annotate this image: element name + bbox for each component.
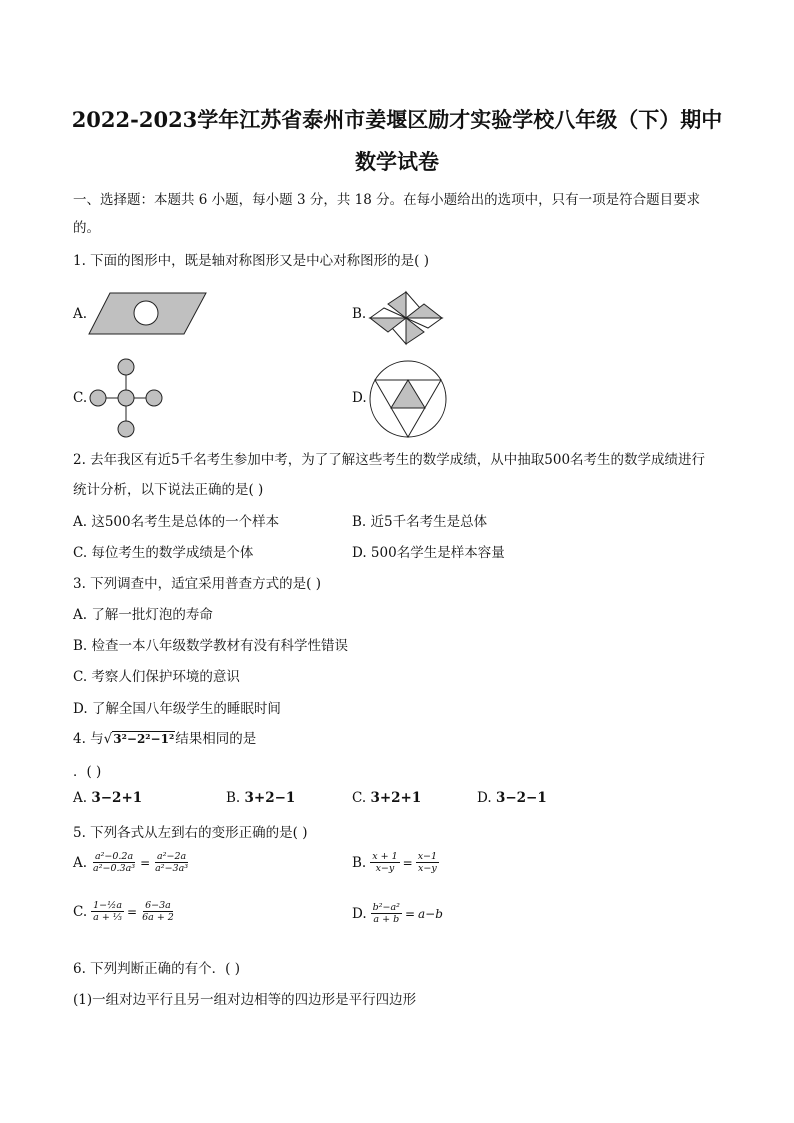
q4-stem-prefix: 4. 与 [73, 731, 104, 747]
q5-option-d [352, 902, 443, 925]
q5-stem: 5. 下列各式从左到右的变形正确的是( ) [73, 825, 308, 841]
q5-a-right-fraction [153, 851, 190, 874]
q6-item1: (1)一组对边平行且另一组对边相等的四边形是平行四边形 [73, 992, 417, 1008]
q5-c-equals: = [127, 904, 138, 919]
q4-option-c [352, 790, 421, 806]
q5-option-c-label: C. [73, 903, 88, 920]
q3-option-a: A. 了解一批灯泡的寿命 [73, 607, 213, 623]
q5-a-num2: a²−2a [157, 851, 187, 862]
q4-stem-suffix: 结果相同的是 [175, 731, 257, 747]
q5-d-den1: a + b [373, 914, 400, 925]
q2-option-d: D. 500名学生是样本容量 [352, 545, 505, 561]
q2-option-b: B. 近5千名考生是总体 [352, 514, 488, 530]
q5-b-den1: x−y [375, 863, 395, 874]
section-header-line2: 的。 [73, 220, 100, 236]
q3-stem: 3. 下列调查中，适宜采用普查方式的是( ) [73, 576, 321, 592]
q5-c-num2: 6−3a [145, 900, 171, 911]
section-header-line1: 一、选择题：本题共 6 小题，每小题 3 分，共 18 分。在每小题给出的选项中，只有一项是符合题目要求 [73, 192, 701, 208]
q4-option-a-expr: 3−2+1 [91, 790, 143, 806]
q1-stem: 1. 下面的图形中，既是轴对称图形又是中心对称图形的是( ) [73, 253, 429, 269]
q1-figure-d [368, 359, 448, 439]
q4-option-d-expr: 3−2−1 [495, 790, 547, 806]
q5-b-den2: x−y [418, 863, 437, 874]
q2-option-a: A. 这500名考生是总体的一个样本 [73, 514, 280, 530]
q1-label-a: A. [73, 306, 88, 322]
q5-b-right-fraction [416, 851, 439, 874]
q5-a-equals: = [140, 855, 151, 870]
q5-b-equals: = [402, 855, 413, 870]
q5-option-c [73, 900, 176, 923]
q5-d-equals: = [404, 906, 416, 921]
q5-a-num1: a²−0.2a [94, 851, 134, 862]
q4-stem-line2: ．( ) [73, 764, 102, 780]
q5-option-a [73, 851, 190, 874]
q5-c-left-fraction [91, 900, 124, 923]
q4-option-c-expr: 3+2+1 [370, 790, 422, 806]
q2-stem-line2: 统计分析，以下说法正确的是( ) [73, 482, 264, 498]
q4-option-a-letter: A. [73, 790, 88, 806]
q4-option-b-letter: B. [226, 790, 241, 806]
q4-option-d-letter: D. [477, 790, 492, 806]
q4-radicand: 3²−2²−1² [113, 732, 175, 746]
q5-b-left-fraction [370, 851, 399, 874]
q5-b-num1: x + 1 [372, 851, 398, 862]
q1-figure-c [86, 357, 166, 439]
q5-a-left-fraction [91, 851, 137, 874]
q5-a-den2: a²−3a³ [155, 863, 189, 874]
q2-stem-line1: 2. 去年我区有近5千名考生参加中考，为了了解这些考生的数学成绩，从中抽取500名考生的数学成绩进行 [73, 452, 706, 468]
q1-figure-b [366, 290, 446, 346]
q5-c-den2: 6a + 2 [142, 912, 174, 923]
q4-option-d [477, 790, 547, 806]
q1-label-b: B. [352, 306, 367, 322]
page-title-line1: 2022-2023学年江苏省泰州市姜堰区励才实验学校八年级（下）期中 [71, 107, 723, 132]
q1-label-d: D. [352, 390, 367, 406]
q5-c-num1: 1−½a [93, 900, 123, 911]
q5-d-left-fraction [371, 902, 402, 925]
page-title-line2: 数学试卷 [355, 149, 439, 174]
q5-option-d-label: D. [352, 905, 367, 922]
q4-radical: √ [103, 731, 113, 747]
q1-label-c: C. [73, 390, 88, 406]
q5-option-a-label: A. [73, 854, 88, 871]
q5-d-num1: b²−a² [372, 902, 400, 913]
q5-c-den1: a + ⅓ [93, 912, 123, 923]
q5-option-b-label: B. [352, 854, 367, 871]
q4-option-b [226, 790, 295, 806]
q3-option-d: D. 了解全国八年级学生的睡眠时间 [73, 701, 281, 717]
q4-option-c-letter: C. [352, 790, 367, 806]
q5-a-den1: a²−0.3a³ [93, 863, 136, 874]
q5-option-b [352, 851, 439, 874]
q5-d-rhs: a−b [418, 906, 443, 921]
q3-option-b: B. 检查一本八年级数学教材有没有科学性错误 [73, 638, 349, 654]
q3-option-c: C. 考察人们保护环境的意识 [73, 669, 240, 685]
q4-option-b-expr: 3+2−1 [244, 790, 296, 806]
q4-stem [73, 727, 256, 747]
q2-option-c: C. 每位考生的数学成绩是个体 [73, 545, 254, 561]
q4-option-a [73, 790, 142, 806]
q6-stem: 6. 下列判断正确的有个．( ) [73, 961, 240, 977]
q5-c-right-fraction [140, 900, 176, 923]
q5-b-num2: x−1 [417, 851, 438, 862]
q1-figure-a [88, 292, 208, 336]
